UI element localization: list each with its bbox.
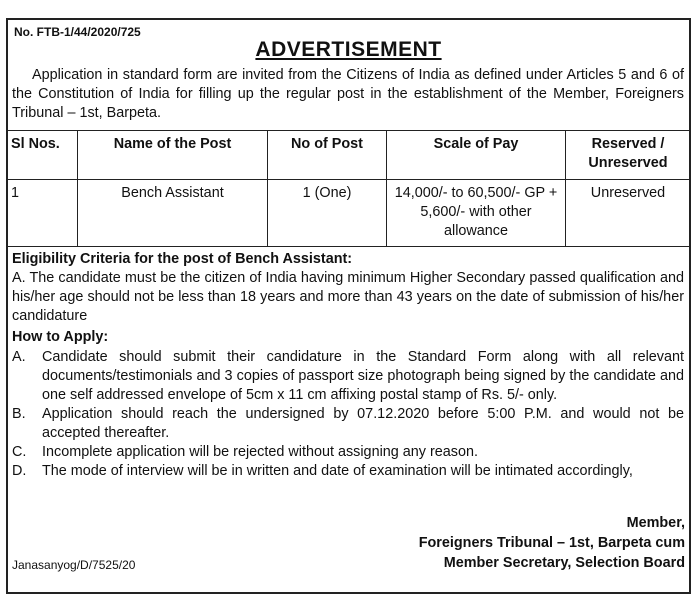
list-item-text: Application should reach the undersigned by 07.12.2020 before 5:00 P.M. and would not be accepted thereafter. (42, 406, 684, 441)
list-item (12, 462, 684, 481)
header-no-of-post: No of Post (268, 131, 387, 180)
list-marker: D. (12, 463, 27, 479)
signature-line-2: Foreigners Tribunal – 1st, Barpeta cum (418, 535, 685, 551)
list-marker: B. (12, 406, 26, 422)
eligibility-section (12, 250, 684, 326)
header-post-name: Name of the Post (78, 131, 268, 180)
cell-sl-no: 1 (7, 180, 78, 247)
how-to-apply-heading: How to Apply: (12, 329, 109, 345)
cell-no-of-post: 1 (One) (268, 180, 387, 247)
list-item-text: Candidate should submit their candidature in the Standard Form along with all relevant documents/testimonials and 3 copies of passport size photograph being signed by the candidate and one self addressed envelope of 5cm x 11 cm affixing postal stamp of Rs. 5/- only. (42, 349, 684, 403)
janasanyog-code: Janasanyog/D/7525/20 (12, 558, 136, 572)
list-marker: A. (12, 349, 26, 365)
cell-post-name: Bench Assistant (78, 180, 268, 247)
eligibility-text: A. The candidate must be the citizen of India having minimum Higher Secondary passed qualification and his/her age should not be less than 18 years and more than 43 years on the date of submission of his/her candidature (12, 270, 684, 324)
table-row (7, 180, 691, 247)
posts-table (6, 130, 691, 247)
table-header-row (7, 131, 691, 180)
list-item (12, 443, 684, 462)
cell-reserved: Unreserved (566, 180, 691, 247)
list-item-text: The mode of interview will be in written and date of examination will be intimated accordingly, (42, 463, 633, 479)
list-item (12, 405, 684, 443)
page-title (0, 38, 697, 62)
signature-line-1: Member, (626, 515, 685, 531)
eligibility-heading: Eligibility Criteria for the post of Bench Assistant: (12, 251, 353, 267)
signature-block (419, 513, 685, 573)
cell-scale-of-pay: 14,000/- to 60,500/- GP + 5,600/- with other allowance (387, 180, 566, 247)
list-item (12, 348, 684, 405)
intro-paragraph: Application in standard form are invited from the Citizens of India as defined under Articles 5 and 6 of the Constitution of India for filling up the regular post in the establishment of the Member, Foreigners Tribunal – 1st, Barpeta. (12, 67, 684, 121)
list-item-text: Incomplete application will be rejected without assigning any reason. (42, 444, 478, 460)
signature-line-3: Member Secretary, Selection Board (443, 555, 685, 571)
reference-number: No. FTB-1/44/2020/725 (14, 25, 141, 39)
title-text: ADVERTISEMENT (255, 38, 442, 61)
how-to-apply-list (12, 348, 684, 481)
header-sl-nos: Sl Nos. (7, 131, 78, 180)
header-reserved: Reserved / Unreserved (566, 131, 691, 180)
list-marker: C. (12, 444, 27, 460)
header-scale-of-pay: Scale of Pay (387, 131, 566, 180)
